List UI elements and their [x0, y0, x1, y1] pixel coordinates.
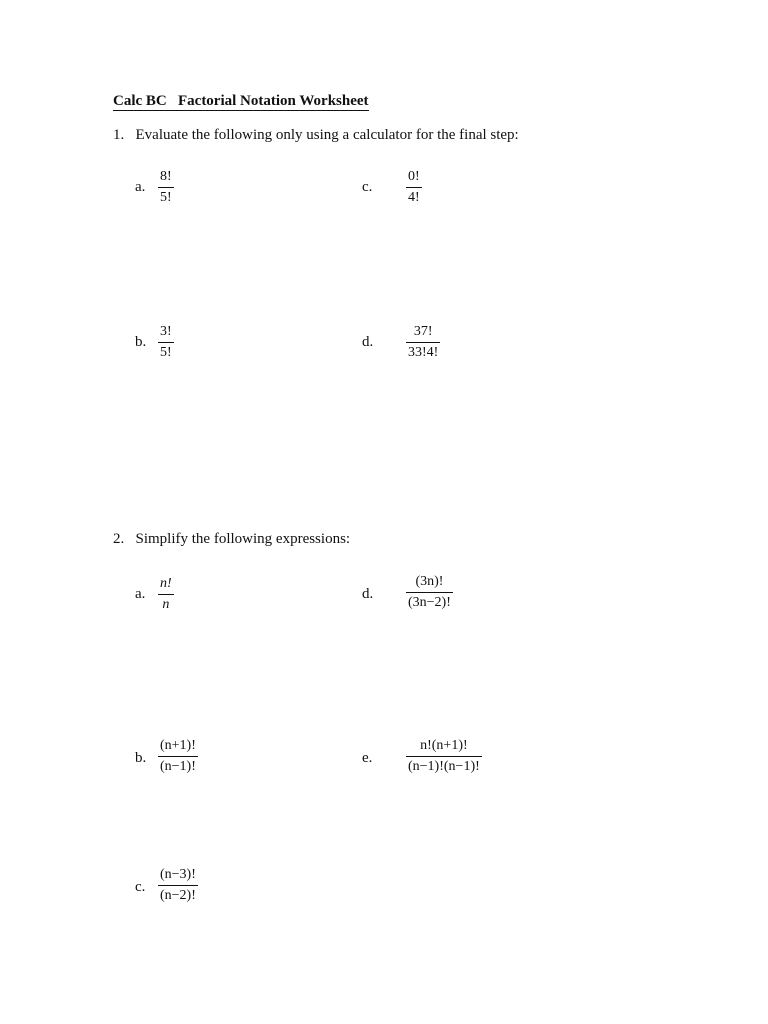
q1a-label: a.	[135, 179, 146, 195]
fraction-bar	[158, 756, 198, 757]
q2b-numerator: (n+1)!	[160, 738, 196, 753]
q2e-fraction	[406, 737, 482, 775]
fraction-bar	[158, 594, 174, 595]
q2a-denominator: n	[162, 597, 170, 612]
q2a-numerator: n!	[160, 576, 172, 591]
q2e-label: e.	[362, 750, 373, 766]
q2a-label: a.	[135, 586, 146, 602]
fraction-bar	[158, 187, 174, 188]
q1c-fraction	[406, 168, 422, 206]
fraction-bar	[158, 342, 174, 343]
q2c-denominator: (n−2)!	[160, 888, 196, 903]
q2c-fraction	[158, 866, 198, 904]
q1d-denominator: 33!4!	[408, 345, 439, 360]
q2b-denominator: (n−1)!	[160, 759, 196, 774]
q1c-numerator: 0!	[408, 169, 420, 184]
fraction-bar	[406, 342, 440, 343]
q2d-label: d.	[362, 586, 374, 602]
q1b-numerator: 3!	[160, 324, 172, 339]
q2e-numerator: n!(n+1)!	[420, 738, 468, 753]
q1b-label: b.	[135, 334, 147, 350]
worksheet-title: Calc BC Factorial Notation Worksheet	[113, 93, 369, 109]
q1d-label: d.	[362, 334, 374, 350]
q2b-label: b.	[135, 750, 147, 766]
q2c-label: c.	[135, 879, 146, 895]
q1a-numerator: 8!	[160, 169, 172, 184]
q1b-fraction	[158, 323, 174, 361]
q1d-fraction	[406, 323, 440, 361]
q2e-denominator: (n−1)!(n−1)!	[408, 759, 480, 774]
q1a-fraction	[158, 168, 174, 206]
q1c-label: c.	[362, 179, 373, 195]
q2d-fraction	[406, 573, 453, 611]
q2d-numerator: (3n)!	[415, 574, 444, 589]
fraction-bar	[406, 592, 453, 593]
q1a-denominator: 5!	[160, 190, 172, 205]
q2a-fraction	[158, 575, 174, 613]
q1b-denominator: 5!	[160, 345, 172, 360]
question-1-text: 1. Evaluate the following only using a calculator for the final step:	[113, 127, 519, 143]
q2b-fraction	[158, 737, 198, 775]
q1c-denominator: 4!	[408, 190, 420, 205]
fraction-bar	[406, 187, 422, 188]
fraction-bar	[158, 885, 198, 886]
fraction-bar	[406, 756, 482, 757]
question-2-text: 2. Simplify the following expressions:	[113, 531, 351, 547]
q2d-denominator: (3n−2)!	[408, 595, 451, 610]
q1d-numerator: 37!	[413, 324, 433, 339]
q2c-numerator: (n−3)!	[160, 867, 196, 882]
